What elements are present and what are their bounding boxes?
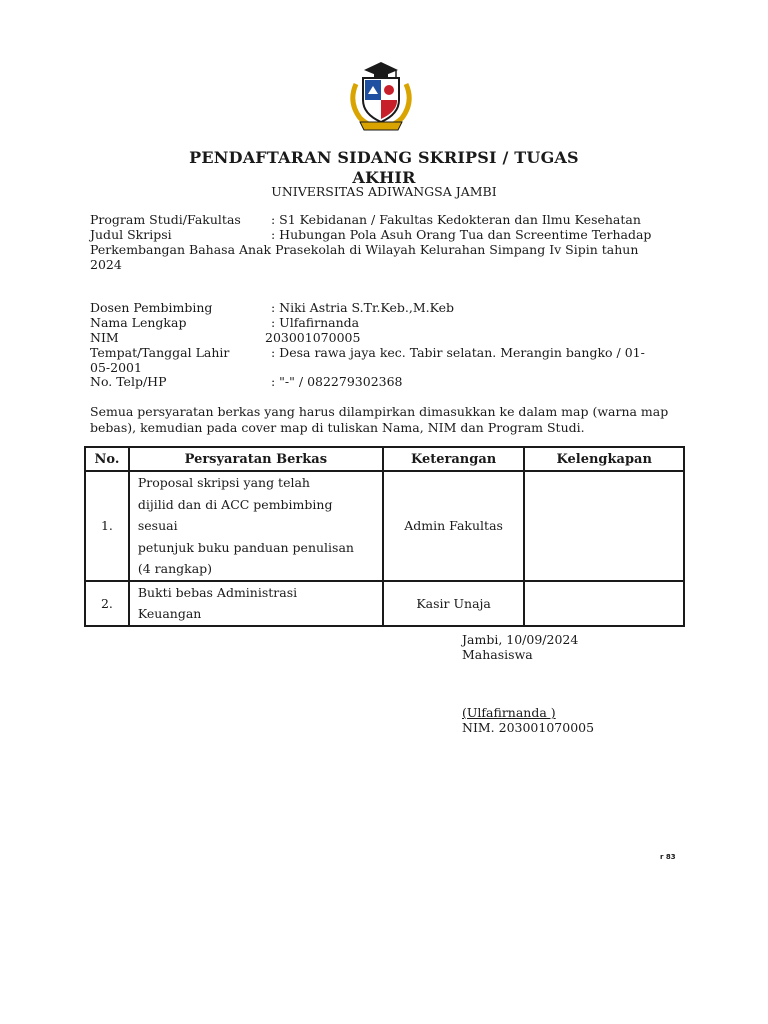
kelengkapan-cell: [524, 581, 684, 626]
place-date: Jambi, 10/09/2024: [462, 632, 579, 647]
row-number: 2.: [85, 581, 129, 626]
nama-label: Nama Lengkap: [90, 315, 187, 330]
requirement-line: petunjuk buku panduan penulisan: [137, 539, 354, 555]
judul-value-1: : Hubungan Pola Asuh Orang Tua dan Screentime Terhadap: [271, 227, 652, 242]
keterangan-cell: Admin Fakultas: [383, 471, 525, 581]
ttl-value-2: 05-2001: [90, 360, 142, 375]
table-row: [85, 471, 684, 581]
title-line-1: PENDAFTARAN SIDANG SKRIPSI / TUGAS: [189, 148, 579, 167]
judul-label: Judul Skripsi: [90, 227, 172, 242]
ttl-value-1: : Desa rawa jaya kec. Tabir selatan. Merangin bangko / 01-: [271, 345, 645, 360]
requirements-table: [84, 446, 685, 627]
requirement-line: (4 rangkap): [137, 561, 213, 576]
footer-mark: r 83: [660, 853, 676, 861]
requirement-cell: [129, 471, 383, 581]
judul-value-3: 2024: [90, 257, 122, 272]
judul-value-2: Perkembangan Bahasa Anak Prasekolah di Wilayah Kelurahan Simpang Iv Sipin tahun: [90, 242, 639, 257]
signer-name: (Ulfafirnanda ): [462, 705, 556, 720]
kelengkapan-cell: [524, 471, 684, 581]
requirement-line: Keuangan: [137, 606, 202, 621]
dosen-value: : Niki Astria S.Tr.Keb.,M.Keb: [271, 300, 455, 315]
table-header-row: [85, 447, 684, 471]
prodi-label: Program Studi/Fakultas: [90, 212, 241, 227]
requirement-line: sesuai: [137, 518, 178, 533]
nim-label: NIM: [90, 330, 119, 345]
ttl-label: Tempat/Tanggal Lahir: [90, 345, 230, 360]
dosen-label: Dosen Pembimbing: [90, 300, 213, 315]
keterangan-cell: Kasir Unaja: [383, 581, 525, 626]
header-no: No.: [85, 447, 129, 471]
header-keterangan: Keterangan: [383, 447, 525, 471]
requirement-cell: [129, 581, 383, 626]
nama-value: : Ulfafirnanda: [271, 315, 360, 330]
requirement-line: dijilid dan di ACC pembimbing: [137, 496, 333, 512]
prodi-value: : S1 Kebidanan / Fakultas Kedokteran dan Ilmu Kesehatan: [271, 212, 641, 227]
title-line-2: AKHIR: [352, 168, 416, 187]
row-number: 1.: [85, 471, 129, 581]
telp-label: No. Telp/HP: [90, 374, 167, 389]
document-title: [84, 148, 684, 188]
nim-value: 203001070005: [265, 330, 361, 345]
table-row: [85, 581, 684, 626]
header-kelengkapan: Kelengkapan: [524, 447, 684, 471]
signer-nim: NIM. 203001070005: [462, 720, 595, 735]
requirement-line: Proposal skripsi yang telah: [137, 475, 310, 490]
university-name: UNIVERSITAS ADIWANGSA JAMBI: [271, 184, 497, 199]
telp-value: : "-" / 082279302368: [271, 374, 403, 389]
university-logo: [346, 56, 416, 132]
requirements-note: Semua persyaratan berkas yang harus dilampirkan dimasukkan ke dalam map (warna map bebas), kemudian pada cover map di tuliskan Nama, NIM dan Program Studi.: [90, 404, 669, 435]
signer-role: Mahasiswa: [462, 647, 533, 662]
requirement-line: Bukti bebas Administrasi: [137, 584, 298, 600]
header-persyaratan: Persyaratan Berkas: [129, 447, 383, 471]
